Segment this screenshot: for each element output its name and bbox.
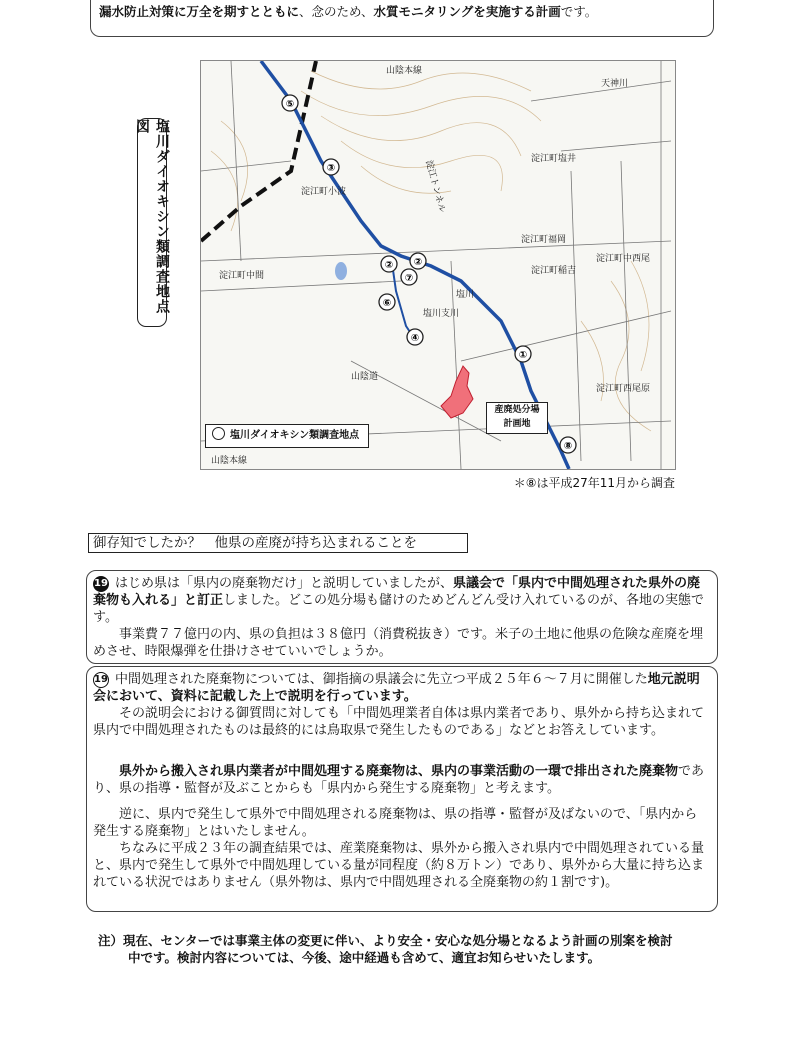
place-tenjin: 天神川 xyxy=(601,79,629,89)
place-shiokawa-tributary: 塩川支川 xyxy=(423,309,460,319)
place-nakama: 淀江町中間 xyxy=(219,271,265,281)
answer-para1: 19 中間処理された廃棄物については、御指摘の県議会に先立つ平成２５年６～７月に開催した地元説明会において、資料に記載した上で説明を行っています。 xyxy=(93,672,700,704)
answer-para2: その説明会における御質問に対しても「中間処理業者自体は県内業者であり、県外から持ち込まれて県内で中間処理されたものは最終的には鳥取県で発生したものである」などとお答えしています。 xyxy=(93,706,705,738)
question-box xyxy=(86,570,718,664)
place-saninroad: 山陰道 xyxy=(351,372,379,382)
question-para2: 事業費７７億円の内、県の負担は３８億円（消費税抜き）です。米子の土地に他県の危険な産廃を埋めさせ、時限爆弾を仕掛けさせていいでしょうか。 xyxy=(93,627,703,659)
map-drawing xyxy=(201,61,675,469)
pond xyxy=(335,262,347,280)
place-tunnel: 淀江トンネル xyxy=(423,159,447,214)
survey-point-8: ⑧ xyxy=(563,441,573,452)
survey-point-1: ① xyxy=(518,350,528,361)
place-inayoshi: 淀江町稲吉 xyxy=(531,266,577,276)
survey-point-2b: ② xyxy=(413,257,423,268)
place-nishiohara: 淀江町西尾原 xyxy=(596,384,651,394)
place-nakanishio: 淀江町中西尾 xyxy=(596,254,651,264)
survey-point-6: ⑥ xyxy=(382,298,392,309)
site-label-line2: 計画地 xyxy=(503,419,531,429)
survey-point-5: ④ xyxy=(410,333,420,344)
place-shioi: 淀江町塩井 xyxy=(531,154,577,164)
legend-label: 塩川ダイオキシン類調査地点 xyxy=(230,430,360,441)
map-legend xyxy=(205,424,369,448)
answer-para5: ちなみに平成２３年の調査結果では、産業廃棄物は、県外から搬入され県内で中間処理されている量と、県内で発生して県外で中間処理している量が同程度（約８万トン）であり、県外から大量に持ち込まれている状況ではありません（県外物は、県内で中間処理される全廃棄物の約１割です)。 xyxy=(93,841,705,890)
answer-box xyxy=(86,666,718,912)
site-label-line1: 産廃処分場 xyxy=(494,405,540,415)
answer-para4: 逆に、県内で発生して県外で中間処理される廃棄物は、県の指導・監督が及ばないので、「県内から発生する廃棄物」とはいたしません。 xyxy=(93,807,698,839)
survey-point-4: ⑤ xyxy=(285,99,295,110)
place-sanin-line: 山陰本線 xyxy=(386,66,423,76)
map-note: ＊⑧は平成27年11月から調査 xyxy=(513,476,675,490)
place-shiokawa: 塩川 xyxy=(456,290,475,300)
footnote-line1: 注）現在、センターでは事業主体の変更に伴い、より安全・安心な処分場となるよう計画の別案を検討 xyxy=(98,933,673,948)
place-sanin-line-bottom: 山陰本線 xyxy=(211,456,248,466)
question-para1: 19 はじめ県は「県内の廃棄物だけ」と説明していましたが、県議会で「県内で中間処理された県外の廃棄物も入れる」と訂正しました。どこの処分場も儲けのためどんどん受け入れているのが、各地の実態です。 xyxy=(93,576,705,625)
map-side-label: 塩川ダイオキシン類調査地点図 xyxy=(137,118,167,327)
footnote xyxy=(98,932,728,966)
survey-point-2a: ② xyxy=(384,260,394,271)
legend-circle-icon xyxy=(212,427,225,440)
question-number: 19 xyxy=(93,576,109,592)
answer-para3: 県外から搬入され県内業者が中間処理する廃棄物は、県内の事業活動の一環で排出された廃棄物であり、県の指導・監督が及ぶことからも「県内から発生する廃棄物」と考えます。 xyxy=(93,764,705,796)
top-note-line2: 漏水防止対策に万全を期すとともに、念のため、水質モニタリングを実施する計画です。 xyxy=(99,4,598,19)
footnote-line2: 中です。検討内容については、今後、途中経過も含めて、適宜お知らせいたします。 xyxy=(128,950,601,965)
top-note-box xyxy=(90,0,714,37)
answer-number: 19 xyxy=(93,672,109,688)
section-heading: 御存知でしたか？ 他県の産廃が持ち込まれることを xyxy=(88,533,468,553)
place-fukuoka: 淀江町福岡 xyxy=(521,235,567,245)
planned-site-label xyxy=(486,402,548,434)
survey-point-7: ⑦ xyxy=(404,273,414,284)
survey-map xyxy=(200,60,676,470)
survey-point-3: ③ xyxy=(326,163,336,174)
place-kogami: 淀江町小波 xyxy=(301,187,347,197)
planned-site-shape xyxy=(441,366,473,418)
railway-line xyxy=(201,61,316,241)
